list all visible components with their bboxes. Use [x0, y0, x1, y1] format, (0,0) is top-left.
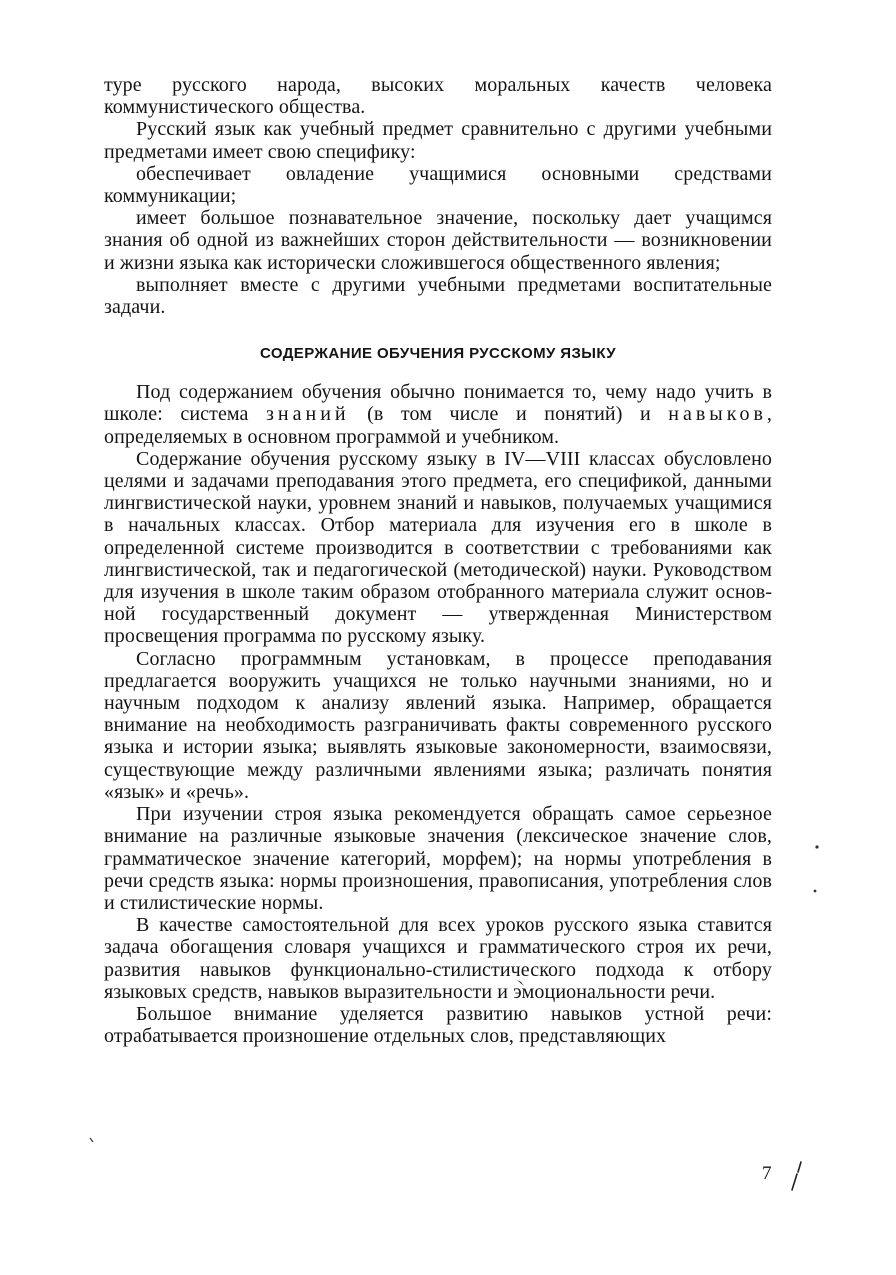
paragraph-8: Согласно программным установкам, в процессе преподавания предлагается вооружить учащихся не только научными знаниями, но и научным подходом к анализу явлений языка. Например, обращается внимание на необходимость разграничивать факты современного русского языка и истории языка; выявлять языковые закономерности, взаимосвязи, существующие между различными явлениями языка; различать понятия «язык» и «речь». — [104, 647, 772, 803]
section-heading: СОДЕРЖАНИЕ ОБУЧЕНИЯ РУССКОМУ ЯЗЫКУ — [259, 345, 617, 363]
paragraph-10: В качестве самостоятельной для всех уроков русского языка ставится задача обогащения словаря учащихся и грамматического строя их речи, развития навыков функционально-стилистического подхода к отбору языковых средств, навыков выразительности и эмоциональности речи. — [104, 914, 772, 1003]
paragraph-9: При изучении строя языка рекомендуется обращать самое серьезное внимание на различные языковые значения (лексическое значение слов, грамматическое значение категорий, морфем); на нормы употребления в речи средств языка: нормы произношения, правописания, употребления слов и стилистические нормы. — [104, 803, 772, 914]
paragraph-11: Большое внимание уделяется развитию навыков устной речи: отрабатывается произношение отдельных слов, представляющих — [104, 1002, 772, 1048]
margin-dot-icon — [814, 844, 820, 850]
pencil-mark-icon — [786, 1160, 806, 1194]
ink-blot-icon — [516, 978, 526, 988]
paragraph-6-part-b: (в том числе и понятий) и — [349, 403, 669, 426]
margin-dot-icon — [812, 888, 818, 894]
paragraph-7: Содержание обучения русскому языку в IV—VIII классах обусловлено целями и задачами преподавания этого предмета, его спецификой, данными лингвистической науки, уровнем знаний и навыков, получаемых учащимися в начальных классах. Отбор материала для изучения его в школе в определенной системе производится в соответствии с требованиями как лингвистической, так и педагогической (методической) науки. Руководством для изучения в школе таким образом отобранного материала служит основной государственный документ — утвержденная Министерством просвещения программа по русскому языку. — [104, 447, 772, 648]
margin-tick-icon — [88, 1136, 96, 1144]
paragraph-2: Русский язык как учебный предмет сравнительно с другими учебными предметами имеет свою специфику: — [104, 118, 772, 163]
term-znaniy: знаний — [266, 403, 350, 426]
paragraph-1: туре русского народа, высоких моральных качеств человека коммунистического общества. — [104, 74, 772, 119]
page-body — [104, 74, 772, 1047]
paragraph-6 — [104, 381, 772, 448]
paragraph-5: выполняет вместе с другими учебными предметами воспитательные задачи. — [104, 273, 772, 319]
paragraph-6-part-a: Под содержанием обучения обычно понимается то, чему надо учить в школе: система — [104, 381, 772, 426]
term-navykov: навыков — [668, 403, 767, 426]
paragraph-3: обеспечивает овладение учащимися основными средствами коммуникации; — [104, 162, 772, 208]
page-number: 7 — [762, 1163, 772, 1184]
paragraph-4: имеет большое познавательное значение, поскольку дает учащимся знания об одной из важнейших сторон действительности — возникновении и жизни языка как исторически сложившегося общественного явления; — [104, 207, 772, 274]
paragraph-6-part-c: , определяемых в основном программой и учебником. — [104, 403, 772, 448]
